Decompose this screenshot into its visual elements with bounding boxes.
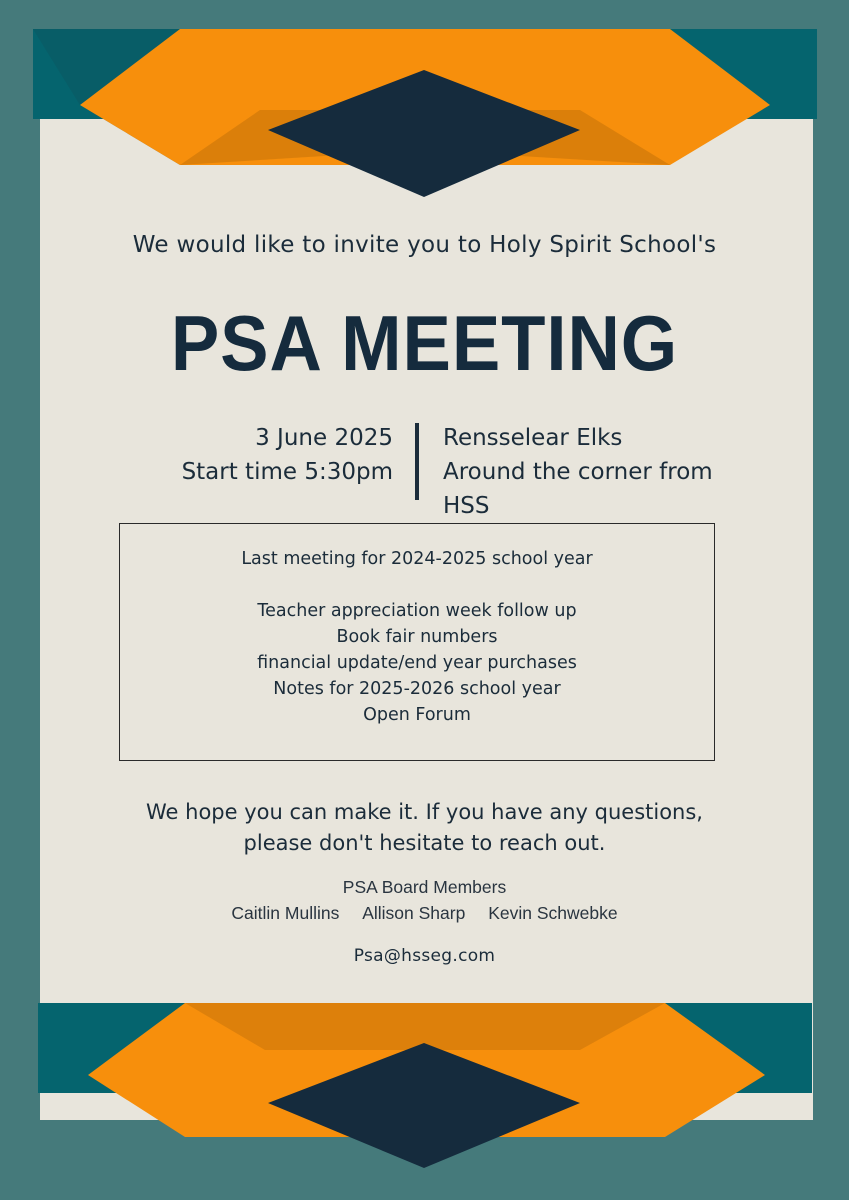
agenda-item: financial update/end year purchases [257, 653, 577, 673]
invitation-intro: We would like to invite you to Holy Spirit School's [132, 232, 717, 258]
bottom-banner [38, 1003, 812, 1168]
agenda-heading: Last meeting for 2024-2025 school year [241, 549, 593, 569]
closing-line-1: We hope you can make it. If you have any questions, [146, 800, 703, 824]
board-member: Caitlin Mullins [231, 903, 340, 923]
contact-email[interactable]: Psa@hsseg.com [353, 946, 496, 966]
board-member: Allison Sharp [362, 903, 466, 923]
agenda-item: Open Forum [363, 705, 471, 725]
date-time-block [182, 421, 393, 489]
board-label: PSA Board Members [342, 877, 507, 897]
location-block [443, 421, 743, 523]
details-divider [415, 423, 419, 500]
board-member: Kevin Schwebke [488, 903, 618, 923]
top-banner [33, 29, 817, 197]
meeting-start-time: Start time 5:30pm [181, 459, 393, 485]
agenda-item: Teacher appreciation week follow up [257, 601, 577, 621]
agenda-item: Book fair numbers [336, 627, 498, 647]
board-members [0, 903, 849, 924]
closing-message [0, 797, 849, 859]
meeting-venue-note: Around the corner from HSS [443, 459, 713, 519]
agenda-item: Notes for 2025-2026 school year [273, 679, 561, 699]
agenda-list [120, 598, 714, 728]
closing-line-2: please don't hesitate to reach out. [243, 831, 606, 855]
page-title: PSA MEETING [170, 299, 679, 387]
meeting-date: 3 June 2025 [255, 425, 393, 451]
meeting-venue: Rensselear Elks [443, 425, 623, 451]
agenda-box [119, 523, 715, 761]
